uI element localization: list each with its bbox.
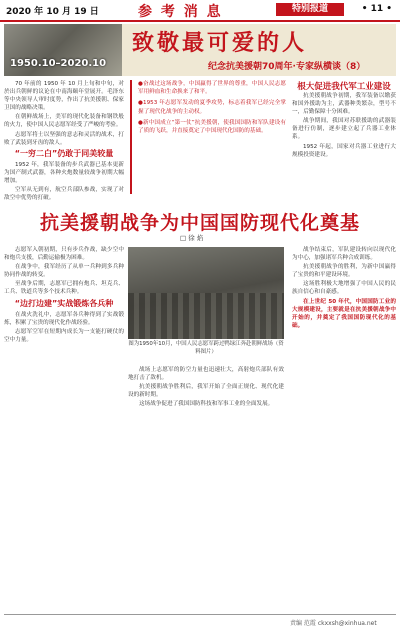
paragraph: 在朝鲜战场上，美军的现代化装备和钢铁般的火力，使中国人民志愿军经受了严峻的考验。 — [4, 114, 124, 129]
page-number: • 11 • — [361, 4, 392, 14]
masthead: 参 考 消 息 — [138, 4, 223, 20]
paragraph: 战争结束后，军队建设转向以现代化为中心，加强诸军兵种合成训练。 — [292, 247, 396, 262]
article-headline: 抗美援朝战争为中国国防现代化奠基 — [39, 212, 360, 234]
war-photo — [128, 247, 284, 339]
bottom-left-column — [4, 246, 124, 612]
paragraph: 1952 年，我军装备的步兵武器已基本更新为国产制式武器，各种火炮数量较战争初期大幅增加。 — [4, 161, 124, 185]
banner — [4, 24, 396, 76]
page-header — [0, 0, 400, 22]
photo-caption: 图为1950年10月，中国人民志愿军跨过鸭绿江奔赴朝鲜战场（资料图片） — [128, 341, 284, 355]
paragraph: 志愿军入朝初期，只有步兵作战，缺少空中和炮兵支援，后勤运输极为困难。 — [4, 247, 124, 262]
byline: □ 徐 焰 — [180, 234, 204, 242]
left-column-top — [4, 80, 124, 204]
banner-title: 致敬最可爱的人 — [132, 30, 308, 56]
issue-date: 2020 年 10 月 19 日 — [6, 7, 99, 17]
paragraph: 抗美援朝战争的胜利，为新中国赢得了宝贵的和平建设环境。 — [292, 264, 396, 279]
banner-photo — [4, 24, 122, 76]
paragraph: 这场战争促进了我国国防科技和军事工业的全面发展。 — [139, 401, 274, 408]
footer-divider — [4, 614, 396, 615]
paragraph: 至战争后期，志愿军已拥有炮兵、坦克兵、工兵、铁道兵等多个技术兵种。 — [4, 281, 124, 296]
banner-years: 1950.10–2020.10 — [10, 58, 107, 69]
right-column-top — [292, 92, 396, 204]
banner-subtitle: 纪念抗美援朝70周年·专家纵横谈（8） — [208, 62, 366, 72]
bottom-middle-column — [128, 366, 284, 612]
right-column-heading: 根大促进我代军工业建设 — [297, 82, 391, 92]
paragraph: 抗美援朝战争胜利后，我军开始了全面正规化、现代化建设的新时期。 — [128, 384, 284, 399]
soldiers-image — [128, 293, 284, 339]
paragraph: 志愿军空军在短期内成长为一支能打硬仗的空中力量。 — [4, 328, 124, 343]
paragraph: 在战火洗礼中，志愿军各兵种得到了实战锻炼，积累了宝贵的现代化作战经验。 — [4, 311, 124, 326]
summary-item: ●1953 年志愿军发动的夏季攻势，标志着我军已经完全掌握了现代化战争的主动权。 — [138, 100, 286, 115]
section-subhead: “边打边建”实战锻炼各兵种 — [14, 298, 114, 308]
closing-paragraph: 在上世纪 50 年代，中国国防工业的大规模建设，主要就是在抗美援朝战争中开始的，并奠定了我国国防现代化的基础。 — [292, 298, 396, 329]
paragraph: 志愿军将士以坚强的意志和灵活的战术，打败了武装到牙齿的敌人。 — [4, 131, 124, 146]
paragraph: 空军从无到有，航空兵部队参战，实现了对敌空中优势的打破。 — [4, 187, 124, 202]
editor-credit: 责编 范霞 ckxxsh@xinhua.net — [290, 620, 377, 627]
paragraph: 70 年前的 1950 年 10 月上旬和中旬，对於出兵朝鲜的议论在中南海颐年堂展开。毛泽东等中央领导人审时度势，作出了抗美援朝、保家卫国的战略决策。 — [4, 81, 124, 112]
bottom-right-column — [292, 246, 396, 612]
paragraph: 在战争中，我军经历了从单一兵种到多兵种协同作战的转变。 — [4, 264, 124, 279]
section-label: 特别报道 — [276, 3, 344, 16]
paragraph: 1952 年起，国家对兵器工业进行大规模投资建设。 — [292, 143, 396, 158]
section-subhead: “一穷二白”仍敢于同美较量 — [14, 148, 114, 158]
paragraph: 这场胜利极大地增强了中国人民的民族自信心和自豪感。 — [292, 281, 396, 296]
paragraph: 抗美援朝战争初期，我军装备以缴获和国外援助为主，武器种类繁杂，型号不一，后勤保障十分困难。 — [292, 93, 396, 116]
summary-item: ●奋战过这场战争，中国赢得了世界的尊重，中国人民志愿军用鲜血和生命换来了和平。 — [138, 81, 286, 96]
paragraph: 战争期间，我国对苏联援助的武器装备进行仿制，逐步建立起了兵器工业体系。 — [292, 118, 396, 141]
summary-item: ●新中国成立“第一仗”抗美援朝，使我国国防和军队建设有了质的飞跃，并直接奠定了中国现代化国防的基础。 — [138, 119, 286, 135]
paragraph: 战场上志愿军的防空力量也迅速壮大，高射炮兵部队有效地打击了敌机。 — [128, 367, 284, 382]
editor-summary-box — [130, 80, 286, 194]
